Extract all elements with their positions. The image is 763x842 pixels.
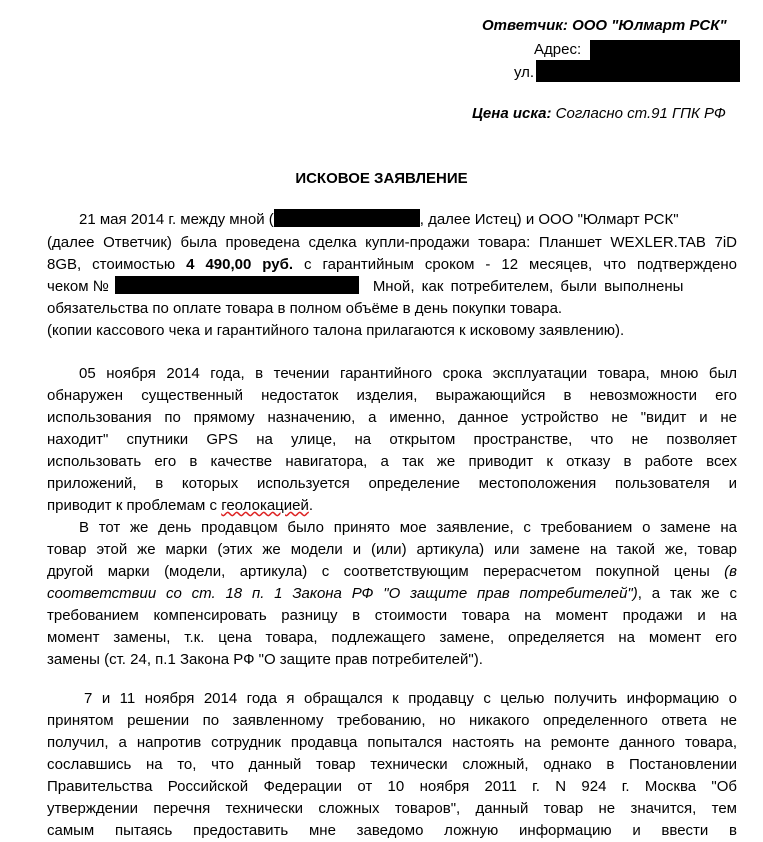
redacted-street (536, 60, 740, 82)
p3-line6: момент замены, т.к. цена товара, подлежащего замене, определяется на момент его (47, 629, 737, 646)
price-value: 4 490,00 руб. (186, 256, 294, 273)
p1-text: чеком № (47, 278, 109, 295)
redacted-receipt (115, 276, 359, 294)
p3-text: другой марки (модели, артикула) с соответствующим перерасчетом покупной цены (47, 563, 725, 580)
p3-line2: товар этой же марки (этих же модели и (или) артикула) или замене на такой же, товар (47, 541, 737, 558)
p3-line3 (47, 561, 737, 583)
p1-line2: (далее Ответчик) была проведена сделка купли-продажи товара: Планшет WEXLER.TAB 7iD (47, 234, 737, 251)
p1-text: 21 мая 2014 г. между мной ( (79, 211, 274, 228)
p1-line6: (копии кассового чека и гарантийного талона прилагаются к исковому заявлению). (47, 322, 625, 339)
p3-line5: требованием компенсировать разницу в стоимости товара на момент продажи и на (47, 607, 737, 624)
p3-line4 (47, 583, 737, 605)
p2-line4: находит" спутники GPS на улице, на открытом пространстве, что не позволяет (47, 431, 737, 448)
p3-text: , а так же с (637, 585, 737, 602)
claim-line (472, 105, 726, 122)
p2-text: . (308, 497, 314, 514)
p1-text: Мной, как потребителем, были выполнены (372, 278, 684, 295)
p1-text: с гарантийным сроком - 12 месяцев, что подтверждено (293, 256, 738, 273)
p3-line1: В тот же день продавцом было принято мое заявление, с требованием о замене на (79, 519, 737, 536)
p4-line4: сославшись на то, что данный товар технически сложный, однако в Постановлении (47, 756, 737, 773)
p2-text: приводит к проблемам с (47, 497, 222, 514)
redacted-address (590, 40, 740, 61)
redacted-name (274, 209, 420, 227)
defendant-name: ООО "Юлмарт РСК" (572, 17, 727, 34)
p2-line5: использовать его в качестве навигатора, а так же приводит к отказу в работе всех (47, 453, 737, 470)
misspelled-word: геолокацией (221, 497, 309, 514)
p1-text: 8GB, стоимостью (47, 256, 187, 273)
p3-italic: (в (724, 563, 737, 580)
p2-line1: 05 ноября 2014 года, в течении гарантийного срока эксплуатации товара, мною был (79, 365, 737, 382)
p4-line7: самым пытаясь предоставить мне заведомо ложную информацию и ввести в (47, 822, 737, 839)
defendant-line (482, 17, 727, 34)
p2-line2: обнаружен существенный недостаток изделия, выражающийся в невозможности его (47, 387, 737, 404)
street-label: ул. (514, 64, 535, 81)
p2-line6: приложений, в которых используется определение местоположения пользователя и (47, 475, 737, 492)
address-label: Адрес: (534, 41, 582, 58)
p3-line7: замены (ст. 24, п.1 Закона РФ "О защите прав потребителей"). (47, 651, 483, 668)
claim-label: Цена иска: (472, 105, 552, 122)
document-title: ИСКОВОЕ ЗАЯВЛЕНИЕ (295, 170, 468, 187)
p1-line5: обязательства по оплате товара в полном объёме в день покупки товара. (47, 300, 563, 317)
p2-line3: использования по прямому назначению, а именно, данное устройство не "видит и не (47, 409, 737, 426)
p4-line2: принятом решении по заявленному требованию, но никакого определенного ответа не (47, 712, 737, 729)
p1-line3 (47, 254, 737, 276)
p2-line7 (47, 495, 737, 517)
p3-italic: соответствии со ст. 18 п. 1 Закона РФ "О защите прав потребителей") (47, 585, 638, 602)
p4-line1: 7 и 11 ноября 2014 года я обращался к продавцу с целью получить информацию о (84, 690, 737, 707)
claim-value: Согласно ст.91 ГПК РФ (555, 105, 726, 122)
p1-line4 (47, 276, 737, 298)
p4-line3: получил, а напротив сотрудник продавца попытался настоять на ремонте данного товара, (47, 734, 737, 751)
p4-line6: утверждении перечня технически сложных товаров", данный товар не значится, тем (47, 800, 737, 817)
p4-line5: Правительства Российской Федерации от 10 ноября 2011 г. N 924 г. Москва "Об (47, 778, 737, 795)
p1-line1 (47, 209, 737, 231)
p1-text: , далее Истец) и ООО "Юлмарт РСК" (419, 211, 679, 228)
defendant-label: Ответчик: (482, 17, 568, 34)
